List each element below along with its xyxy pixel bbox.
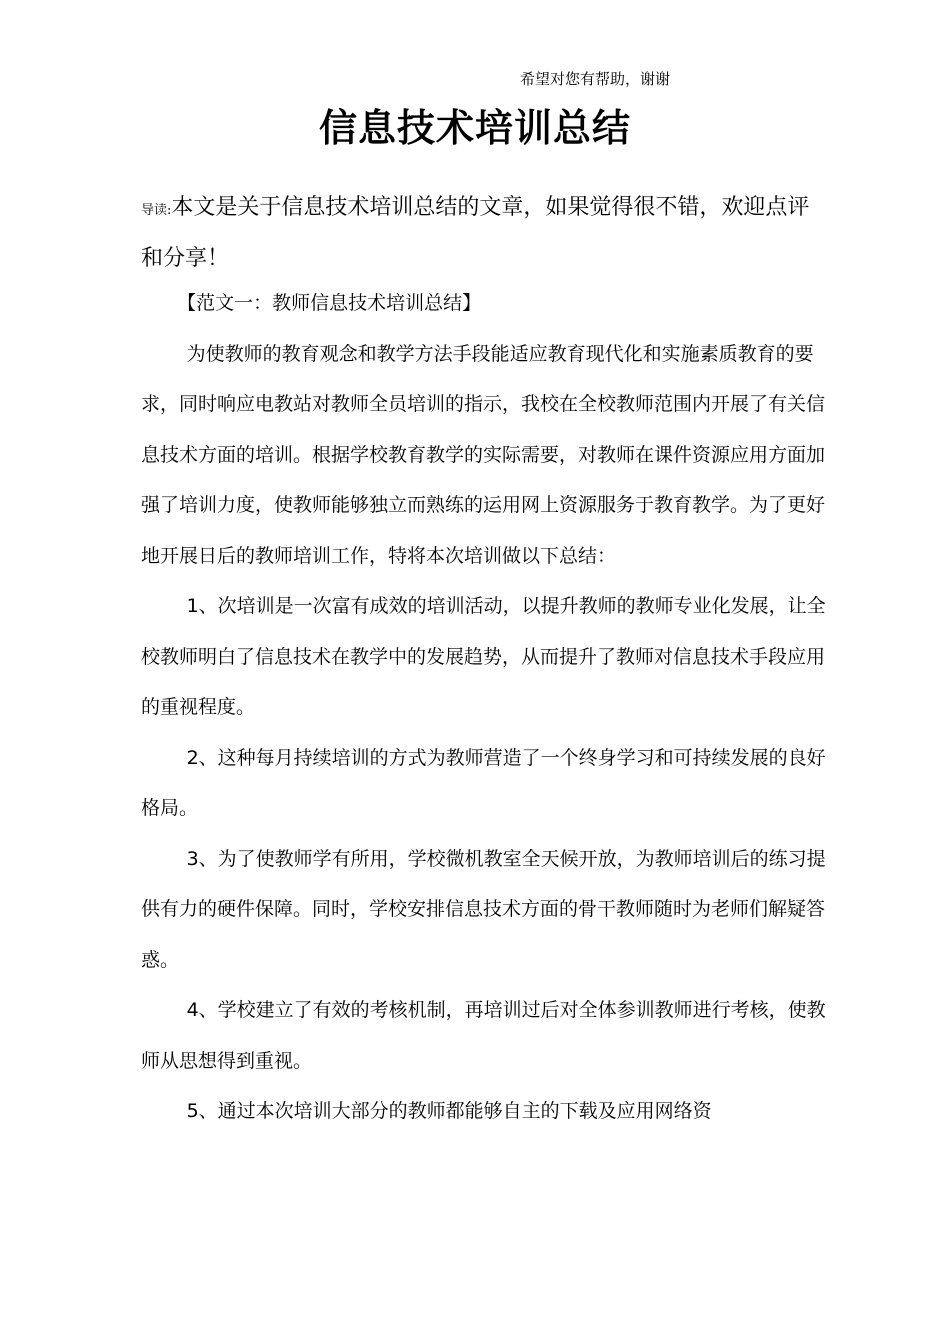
body-paragraph: 2、这种每月持续培训的方式为教师营造了一个终身学习和可持续发展的良好格局。 <box>141 746 826 819</box>
section-heading: 【范文一：教师信息技术培训总结】 <box>177 292 482 314</box>
document-title: 信息技术培训总结 <box>318 106 631 150</box>
intro-label: 导读: <box>141 203 172 218</box>
body-paragraph: 为使教师的教育观念和教学方法手段能适应教育现代化和实施素质教育的要求，同时响应电教站对教师全员培训的指示，我校在全校教师范围内开展了有关信息技术方面的培训。根据学校教育教学的实际需要，对教师在课件资源应用方面加强了培训力度，使教师能够独立而熟练的运用网上资源服务于教育教学。为了更好地开展日后的教师培训工作，特将本次培训做以下总结： <box>141 342 826 567</box>
document-body <box>141 278 831 1137</box>
intro-paragraph <box>141 184 831 283</box>
body-paragraph: 3、为了使教师学有所用，学校微机教室全天候开放，为教师培训后的练习提供有力的硬件保障。同时，学校安排信息技术方面的骨干教师随时为老师们解疑答惑。 <box>141 847 826 971</box>
intro-text: 本文是关于信息技术培训总结的文章，如果觉得很不错，欢迎点评和分享！ <box>141 195 810 271</box>
body-paragraph: 1、次培训是一次富有成效的培训活动，以提升教师的教师专业化发展，让全校教师明白了信息技术在教学中的发展趋势，从而提升了教师对信息技术手段应用的重视程度。 <box>141 595 826 718</box>
body-paragraph: 4、学校建立了有效的考核机制，再培训过后对全体参训教师进行考核，使教师从思想得到重视。 <box>141 999 826 1072</box>
header-note: 希望对您有帮助，谢谢 <box>520 70 671 88</box>
body-paragraph: 5、通过本次培训大部分的教师都能够自主的下载及应用网络资 <box>186 1100 712 1122</box>
